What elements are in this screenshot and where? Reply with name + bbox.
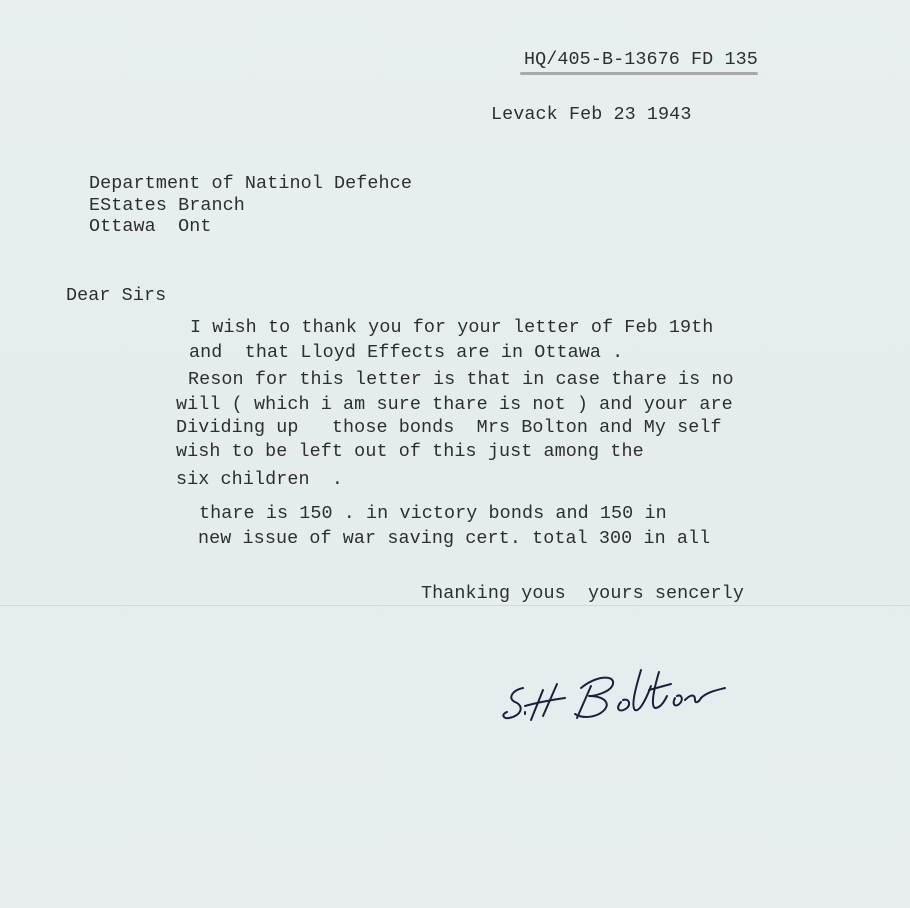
body-line: will ( which i am sure thare is not ) and your are — [176, 394, 733, 415]
address-line: EStates Branch — [89, 195, 245, 216]
body-line: six children . — [176, 469, 344, 490]
signature — [495, 650, 735, 730]
body-line: I wish to thank you for your letter of Feb 19th — [190, 317, 714, 338]
body-line: thare is 150 . in victory bonds and 150 in — [199, 503, 667, 524]
address-line: Ottawa Ont — [89, 216, 212, 237]
body-line: Reson for this letter is that in case thare is no — [188, 369, 734, 390]
body-line: and that Lloyd Effects are in Ottawa . — [189, 342, 624, 363]
reference-number: HQ/405-B-13676 FD 135 — [524, 49, 758, 70]
body-line: Dividing up those bonds Mrs Bolton and My self — [176, 417, 722, 438]
body-line: new issue of war saving cert. total 300 in all — [198, 528, 711, 549]
reference-underline — [520, 72, 758, 75]
address-line: Department of Natinol Defehce — [89, 173, 412, 194]
body-line: wish to be left out of this just among the — [176, 441, 644, 462]
salutation: Dear Sirs — [66, 285, 167, 306]
dateline: Levack Feb 23 1943 — [491, 104, 692, 125]
paper-fold — [0, 605, 910, 606]
closing: Thanking yous yours sencerly — [421, 583, 744, 604]
